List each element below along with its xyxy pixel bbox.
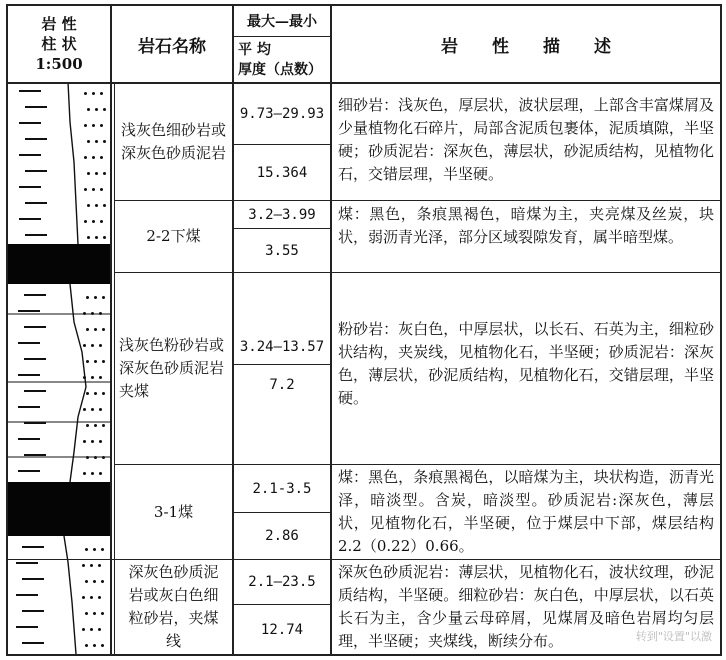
row3-thickness-range: 3.24—13.57: [239, 338, 325, 355]
row5-thickness-avg: 12.74: [260, 621, 304, 638]
header-column-line2: 柱 状: [41, 35, 77, 53]
row5-description: 深灰色砂质泥岩：薄层状，见植物化石，波状纹理，砂泥质结构，半坚硬。细粒砂岩：灰白色，中厚层状，以石英长石为主，含少量云母碎屑，见煤屑及暗色岩屑均匀层理，半坚硬；夹煤线，断续分布。: [338, 563, 714, 650]
column-boundary-lines: [8, 82, 111, 654]
header-avg-label: 平 均: [238, 41, 271, 58]
header-column: [8, 6, 110, 82]
row5-thickness-range: 2.1—23.5: [248, 574, 316, 590]
header-description: 岩 性 描 述: [441, 36, 611, 57]
row3-name-line3: 夹煤: [119, 382, 150, 400]
row1-rock-name: [115, 84, 232, 200]
lithology-table: [6, 4, 722, 656]
row2-description: 煤：黑色，条痕黑褐色，暗煤为主，夹亮煤及丝炭，块状，弱沥青光泽，部分区域裂隙发育，属半暗型煤。: [338, 205, 714, 246]
row4-rock-name: 3-1煤: [153, 502, 194, 521]
header-column-scale: 1:500: [35, 55, 83, 73]
row5-name-line2: 岩或灰白色细: [128, 586, 219, 604]
header-thickness-label: 厚度（点数）: [238, 61, 322, 78]
header-rock-name: 岩石名称: [138, 36, 206, 57]
row1-name-line2: 深灰色砂质泥岩: [120, 144, 226, 162]
row2-rock-name: 2-2下煤: [146, 227, 201, 245]
row5-name-line1: 深灰色砂质泥: [128, 563, 219, 581]
row3-name-line2: 深灰色砂质泥岩: [119, 359, 225, 377]
row1-thickness-avg: 15.364: [256, 164, 308, 181]
row4-thickness-range: 2.1-3.5: [252, 480, 312, 497]
stratigraphic-column: [8, 82, 111, 654]
header-thickness-range: 最大—最小: [247, 14, 317, 30]
row5-rock-name: [115, 560, 232, 654]
watermark-text: 转到"设置"以激: [635, 630, 712, 643]
row3-thickness-avg: 7.2: [269, 377, 295, 393]
header-column-line1: 岩 性: [41, 15, 77, 33]
row5-name-line4: 线: [165, 632, 181, 650]
row2-thickness-range: 3.2—3.99: [248, 206, 316, 223]
row1-thickness-range: 9.73—29.93: [239, 106, 325, 122]
row1-description: 细砂岩：浅灰色，厚层状，波状层理，上部含丰富煤屑及少量植物化石碎片，局部含泥质包裹体，泥质填隙，半坚硬；砂质泥岩：深灰色，薄层状，砂泥质结构，见植物化石，交错层理，半坚硬。: [338, 96, 714, 183]
row3-name-line1: 浅灰色粉砂岩或: [119, 336, 225, 354]
row4-description: 煤：黑色，条痕黑褐色，以暗煤为主，块状构造，沥青光泽，暗淡型。含炭，暗淡型。砂质泥岩:深灰色，薄层状，见植物化石，半坚硬，位于煤层中下部，煤层结构2.2（0.22）0.66。: [338, 468, 714, 555]
row3-rock-name: [115, 273, 232, 464]
row1-name-line1: 浅灰色细砂岩或: [120, 121, 226, 139]
row3-description: 粉砂岩：灰白色，中厚层状，以长石、石英为主，细粒砂状结构，夹炭线，见植物化石，半坚硬；砂质泥岩：深灰色，薄层状，砂泥质结构，见植物化石，交错层理，半坚硬。: [338, 320, 714, 407]
row5-name-line3: 粒砂岩，夹煤: [128, 609, 219, 627]
header-thickness-avg: [234, 37, 330, 82]
row2-thickness-avg: 3.55: [265, 242, 299, 259]
row4-thickness-avg: 2.86: [265, 528, 299, 544]
